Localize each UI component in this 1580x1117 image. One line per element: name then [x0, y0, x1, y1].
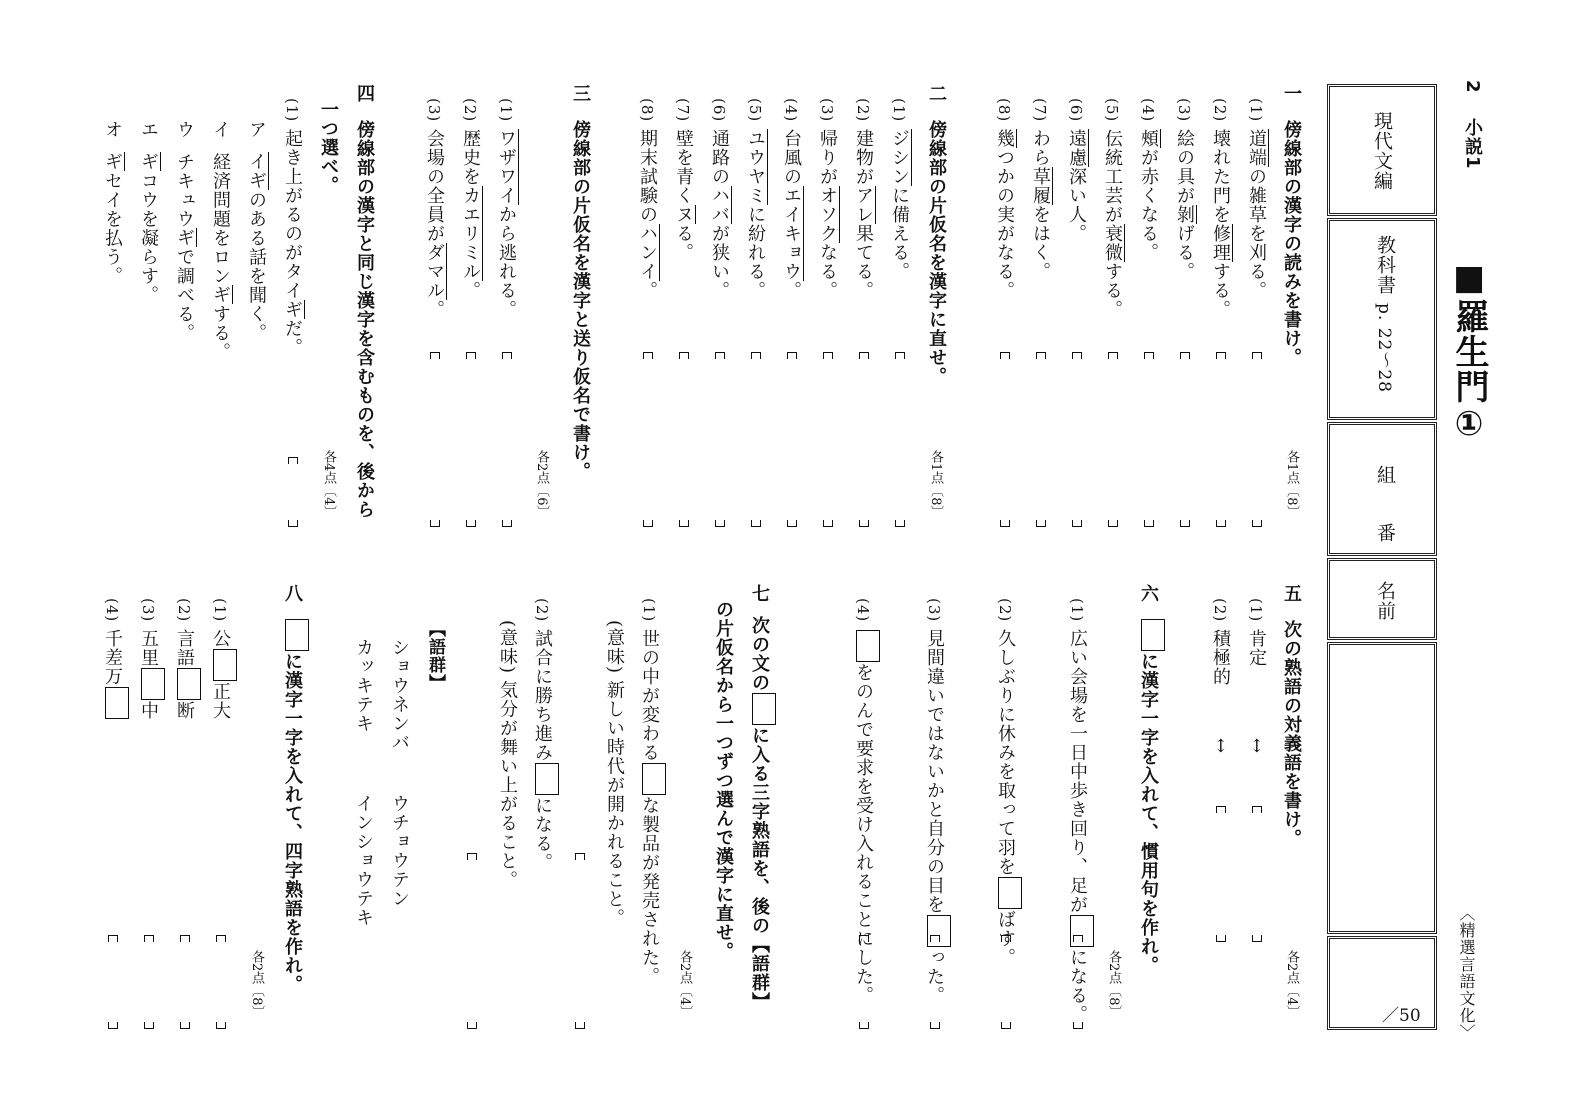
q7-blank-2[interactable]	[535, 763, 559, 795]
answer-bracket-top-8-open[interactable]	[1000, 352, 1010, 359]
answer-bracket-top-17-close[interactable]	[502, 520, 512, 527]
q2-item-4: (4) 台風のエイキョウ。	[781, 98, 802, 300]
page-title: ■羅生門①	[1449, 258, 1489, 445]
q2-item-3: (3) 帰りがオソクなる。	[817, 98, 838, 300]
answer-bracket-top-15-close[interactable]	[679, 520, 689, 527]
q4-points: 各4点〔4〕	[321, 450, 336, 519]
answer-bracket-q5-1-close[interactable]	[1252, 935, 1262, 942]
q5-prompt: 次の熟語の対義語を書け。	[1281, 620, 1302, 848]
q6-points: 各2点〔8〕	[1106, 950, 1121, 1019]
q4-choice-o[interactable]: オ ギセイを払う。	[102, 120, 123, 286]
answer-bracket-q6-3-open[interactable]	[930, 935, 940, 942]
textbook-box	[1327, 218, 1437, 420]
score-total: ／50	[1382, 1006, 1421, 1026]
q1-prompt: 傍線部の漢字の読みを書け。	[1281, 120, 1302, 367]
q3-prompt: 傍線部の片仮名を漢字と送り仮名で書け。	[570, 120, 591, 481]
q2-number: 二	[926, 84, 947, 103]
q2-item-1: (1) ジシンに備える。	[889, 98, 910, 281]
answer-bracket-top-13-close[interactable]	[751, 520, 761, 527]
blank-box	[285, 619, 309, 651]
answer-bracket-q7-1-open[interactable]	[575, 853, 585, 860]
answer-bracket-top-10-open[interactable]	[859, 352, 869, 359]
q4-prompt-line1: 傍線部の漢字と同じ漢字を含むものを、後から	[354, 120, 375, 519]
answer-bracket-q4-close[interactable]	[288, 520, 298, 527]
answer-bracket-top-14-open[interactable]	[715, 352, 725, 359]
q3-item-3: (3) 会場の全員がダマル。	[424, 98, 445, 319]
section-label: 小説1	[1462, 118, 1483, 170]
q6-blank-4[interactable]	[856, 630, 880, 662]
q2-item-5: (5) ユウヤミに紛れる。	[745, 98, 766, 300]
q1-item-3: (3) 絵の具が剝げる。	[1174, 98, 1195, 281]
answer-bracket-q5-2-open[interactable]	[1216, 806, 1226, 813]
answer-bracket-top-7-close[interactable]	[1036, 520, 1046, 527]
q4-choice-a[interactable]: ア イギのある話を聞く。	[246, 120, 267, 343]
q7-meaning-1: (意味) 新しい時代が開かれること。	[604, 620, 625, 928]
class-box	[1327, 422, 1437, 556]
answer-bracket-top-19-open[interactable]	[430, 352, 440, 359]
answer-bracket-q6-2-open[interactable]	[1001, 935, 1011, 942]
q4-choice-u[interactable]: ウ チキュウギで調べる。	[174, 120, 195, 343]
answer-bracket-q6-1-open[interactable]	[1073, 935, 1083, 942]
answer-bracket-top-2-close[interactable]	[1216, 520, 1226, 527]
name-label-box	[1327, 558, 1437, 640]
answer-bracket-q8-1-open[interactable]	[216, 935, 226, 942]
word-group-label: 【語群】	[425, 620, 445, 692]
q8-item-3: (3) 五里中	[139, 598, 165, 720]
answer-bracket-top-19-close[interactable]	[430, 520, 440, 527]
q3-item-1: (1) ワザワイから逃れる。	[496, 98, 517, 319]
q2-item-6: (6) 通路のハバが狭い。	[709, 98, 730, 300]
textbook-pages: p. 22〜28	[1374, 303, 1394, 393]
answer-bracket-q8-3-open[interactable]	[144, 935, 154, 942]
q8-blank-2[interactable]	[177, 668, 201, 700]
answer-bracket-q7-2-open[interactable]	[467, 853, 477, 860]
q6-prompt: に漢字一字を入れて、慣用句を作れ。	[1139, 618, 1165, 975]
answer-bracket-top-4-open[interactable]	[1144, 352, 1154, 359]
name-field[interactable]	[1327, 642, 1437, 934]
answer-bracket-q8-4-open[interactable]	[108, 935, 118, 942]
q1-item-8: (8) 幾つかの実がなる。	[994, 98, 1015, 300]
answer-bracket-q6-1-close[interactable]	[1073, 1022, 1083, 1029]
q7-prompt-line1: 次の文のに入る三字熟語を、後の【語群】	[750, 616, 776, 1011]
answer-bracket-top-18-open[interactable]	[466, 352, 476, 359]
answer-bracket-top-4-close[interactable]	[1144, 520, 1154, 527]
word-group-item: カッキテキ	[353, 638, 374, 733]
score-box[interactable]	[1327, 936, 1437, 1030]
answer-bracket-q7-1-close[interactable]	[575, 1022, 585, 1029]
answer-bracket-top-13-open[interactable]	[751, 352, 761, 359]
q1-points: 各1点〔8〕	[1284, 450, 1299, 519]
q2-points: 各1点〔8〕	[928, 450, 943, 519]
q4-prompt-line2: 一つ選べ。	[318, 100, 339, 195]
answer-bracket-top-1-open[interactable]	[1252, 352, 1262, 359]
q1-item-2: (2) 壊れた門を修理する。	[1210, 98, 1231, 319]
answer-bracket-top-12-close[interactable]	[787, 520, 797, 527]
answer-bracket-q6-2-close[interactable]	[1001, 1022, 1011, 1029]
q8-blank-3[interactable]	[141, 668, 165, 700]
q1-item-7: (7) わら草履をはく。	[1030, 98, 1051, 281]
q8-blank-4[interactable]	[105, 687, 129, 719]
q4-choice-i[interactable]: イ 経済問題をロンギする。	[210, 120, 231, 362]
textbook-label: 教科書	[1374, 235, 1396, 295]
name-label: 名前	[1374, 581, 1396, 621]
page-number: 2	[1462, 80, 1483, 94]
q5-points: 各2点〔4〕	[1284, 950, 1299, 1019]
q8-item-4: (4) 千差万	[103, 598, 129, 720]
answer-bracket-q8-2-open[interactable]	[180, 935, 190, 942]
q1-item-5: (5) 伝統工芸が衰微する。	[1102, 98, 1123, 319]
q6-item-2: (2) 久しぶりに休みを取って羽をばす。	[996, 598, 1022, 967]
answer-bracket-q7-2-close[interactable]	[467, 1022, 477, 1029]
q4-number: 四	[354, 84, 375, 103]
q1-item-4: (4) 頰が赤くなる。	[1138, 98, 1159, 262]
answer-bracket-top-5-close[interactable]	[1108, 520, 1118, 527]
answer-bracket-top-3-open[interactable]	[1180, 352, 1190, 359]
answer-bracket-top-16-open[interactable]	[643, 352, 653, 359]
answer-bracket-q6-4-close[interactable]	[859, 1022, 869, 1029]
q5-item-1: (1) 肯定	[1246, 598, 1267, 667]
category-label: 現代文編	[1371, 111, 1393, 191]
answer-bracket-q8-4-close[interactable]	[108, 1022, 118, 1029]
word-group-item: ショウネンバ	[389, 638, 410, 752]
class-label: 組	[1374, 465, 1396, 485]
answer-bracket-q5-2-close[interactable]	[1216, 935, 1226, 942]
q8-points: 各2点〔8〕	[249, 950, 264, 1019]
q6-blank-2[interactable]	[998, 877, 1022, 909]
q2-prompt: 傍線部の片仮名を漢字に直せ。	[926, 120, 947, 386]
q2-item-2: (2) 建物がアレ果てる。	[853, 98, 874, 300]
q5-item-2: (2) 積極的	[1210, 598, 1231, 686]
answer-bracket-top-3-close[interactable]	[1180, 520, 1190, 527]
blank-box	[1141, 619, 1165, 651]
q7-item-2: (2) 試合に勝ち進みになる。	[533, 598, 559, 872]
answer-bracket-q5-1-open[interactable]	[1252, 806, 1262, 813]
blank-box	[752, 693, 776, 725]
q7-blank-1[interactable]	[642, 763, 666, 795]
answer-bracket-top-18-close[interactable]	[466, 520, 476, 527]
answer-bracket-q8-2-close[interactable]	[180, 1022, 190, 1029]
q8-blank-1[interactable]	[213, 649, 237, 681]
answer-bracket-top-6-open[interactable]	[1072, 352, 1082, 359]
answer-bracket-top-15-open[interactable]	[679, 352, 689, 359]
q3-item-2: (2) 歴史をカエリミル。	[460, 98, 481, 300]
q2-item-7: (7) 壁を青くヌる。	[673, 98, 694, 262]
q6-item-1: (1) 広い会場を一日中歩き回り、足がになる。	[1068, 598, 1094, 1024]
answer-bracket-top-7-open[interactable]	[1036, 352, 1046, 359]
answer-bracket-top-16-close[interactable]	[643, 520, 653, 527]
answer-bracket-top-14-close[interactable]	[715, 520, 725, 527]
answer-bracket-top-2-open[interactable]	[1216, 352, 1226, 359]
answer-bracket-top-5-open[interactable]	[1108, 352, 1118, 359]
answer-bracket-q6-4-open[interactable]	[859, 935, 869, 942]
q7-item-1: (1) 世の中が変わるな製品が発売された。	[640, 598, 666, 986]
q1-number: 一	[1281, 84, 1302, 103]
answer-bracket-top-17-open[interactable]	[502, 352, 512, 359]
answer-bracket-top-10-close[interactable]	[859, 520, 869, 527]
q3-points: 各2点〔6〕	[534, 450, 549, 519]
q8-prompt: に漢字一字を入れて、四字熟語を作れ。	[283, 618, 309, 994]
q7-meaning-2: (意味) 気分が舞い上がること。	[497, 620, 518, 890]
answer-bracket-top-11-open[interactable]	[823, 352, 833, 359]
q5-arrow-1: ↔	[1246, 738, 1267, 755]
q8-item-1: (1) 公正大	[211, 598, 237, 720]
q7-prompt-line2: の片仮名から一つずつ選んで漢字に直せ。	[713, 600, 734, 961]
q8-item-2: (2) 言語断	[175, 598, 201, 720]
q3-number: 三	[570, 84, 591, 103]
answer-bracket-top-1-close[interactable]	[1252, 520, 1262, 527]
category-box	[1327, 84, 1437, 216]
q1-item-1: (1) 道端の雑草を刈る。	[1246, 98, 1267, 300]
answer-bracket-top-8-close[interactable]	[1000, 520, 1010, 527]
q7-points: 各2点〔4〕	[677, 950, 692, 1019]
word-group-item: ウチョウテン	[389, 794, 410, 908]
answer-bracket-q8-1-close[interactable]	[216, 1022, 226, 1029]
answer-bracket-q8-3-close[interactable]	[144, 1022, 154, 1029]
series-label: 〈精選言語文化〉	[1457, 905, 1476, 1041]
answer-bracket-top-6-close[interactable]	[1072, 520, 1082, 527]
q6-blank-3[interactable]	[927, 915, 951, 947]
answer-bracket-top-12-open[interactable]	[787, 352, 797, 359]
q6-item-3: (3) 見間違いではないかと自分の目をった。	[925, 598, 951, 1005]
q5-number: 五	[1281, 584, 1302, 603]
q1-item-6: (6) 遠慮深い人。	[1066, 98, 1087, 243]
answer-bracket-top-9-open[interactable]	[895, 352, 905, 359]
answer-bracket-q4-open[interactable]	[288, 457, 298, 464]
q4-choice-e[interactable]: エ ギコウを凝らす。	[138, 120, 159, 305]
q5-arrow-2: ↔	[1210, 738, 1231, 755]
q6-item-4: (4) をのんで要求を受け入れることにした。	[854, 598, 880, 1005]
q6-number: 六	[1138, 584, 1159, 603]
q6-blank-1[interactable]	[1070, 915, 1094, 947]
q4-item-1: (1) 起き上がるのがタイギだ。	[282, 98, 303, 357]
answer-bracket-top-9-close[interactable]	[895, 520, 905, 527]
q7-number: 七	[749, 584, 770, 603]
number-label: 番	[1374, 523, 1396, 543]
q8-number: 八	[282, 584, 303, 603]
answer-bracket-q6-3-close[interactable]	[930, 1022, 940, 1029]
q2-item-8: (8) 期末試験のハンイ。	[637, 98, 658, 300]
word-group-item: インショウテキ	[353, 794, 374, 927]
answer-bracket-top-11-close[interactable]	[823, 520, 833, 527]
